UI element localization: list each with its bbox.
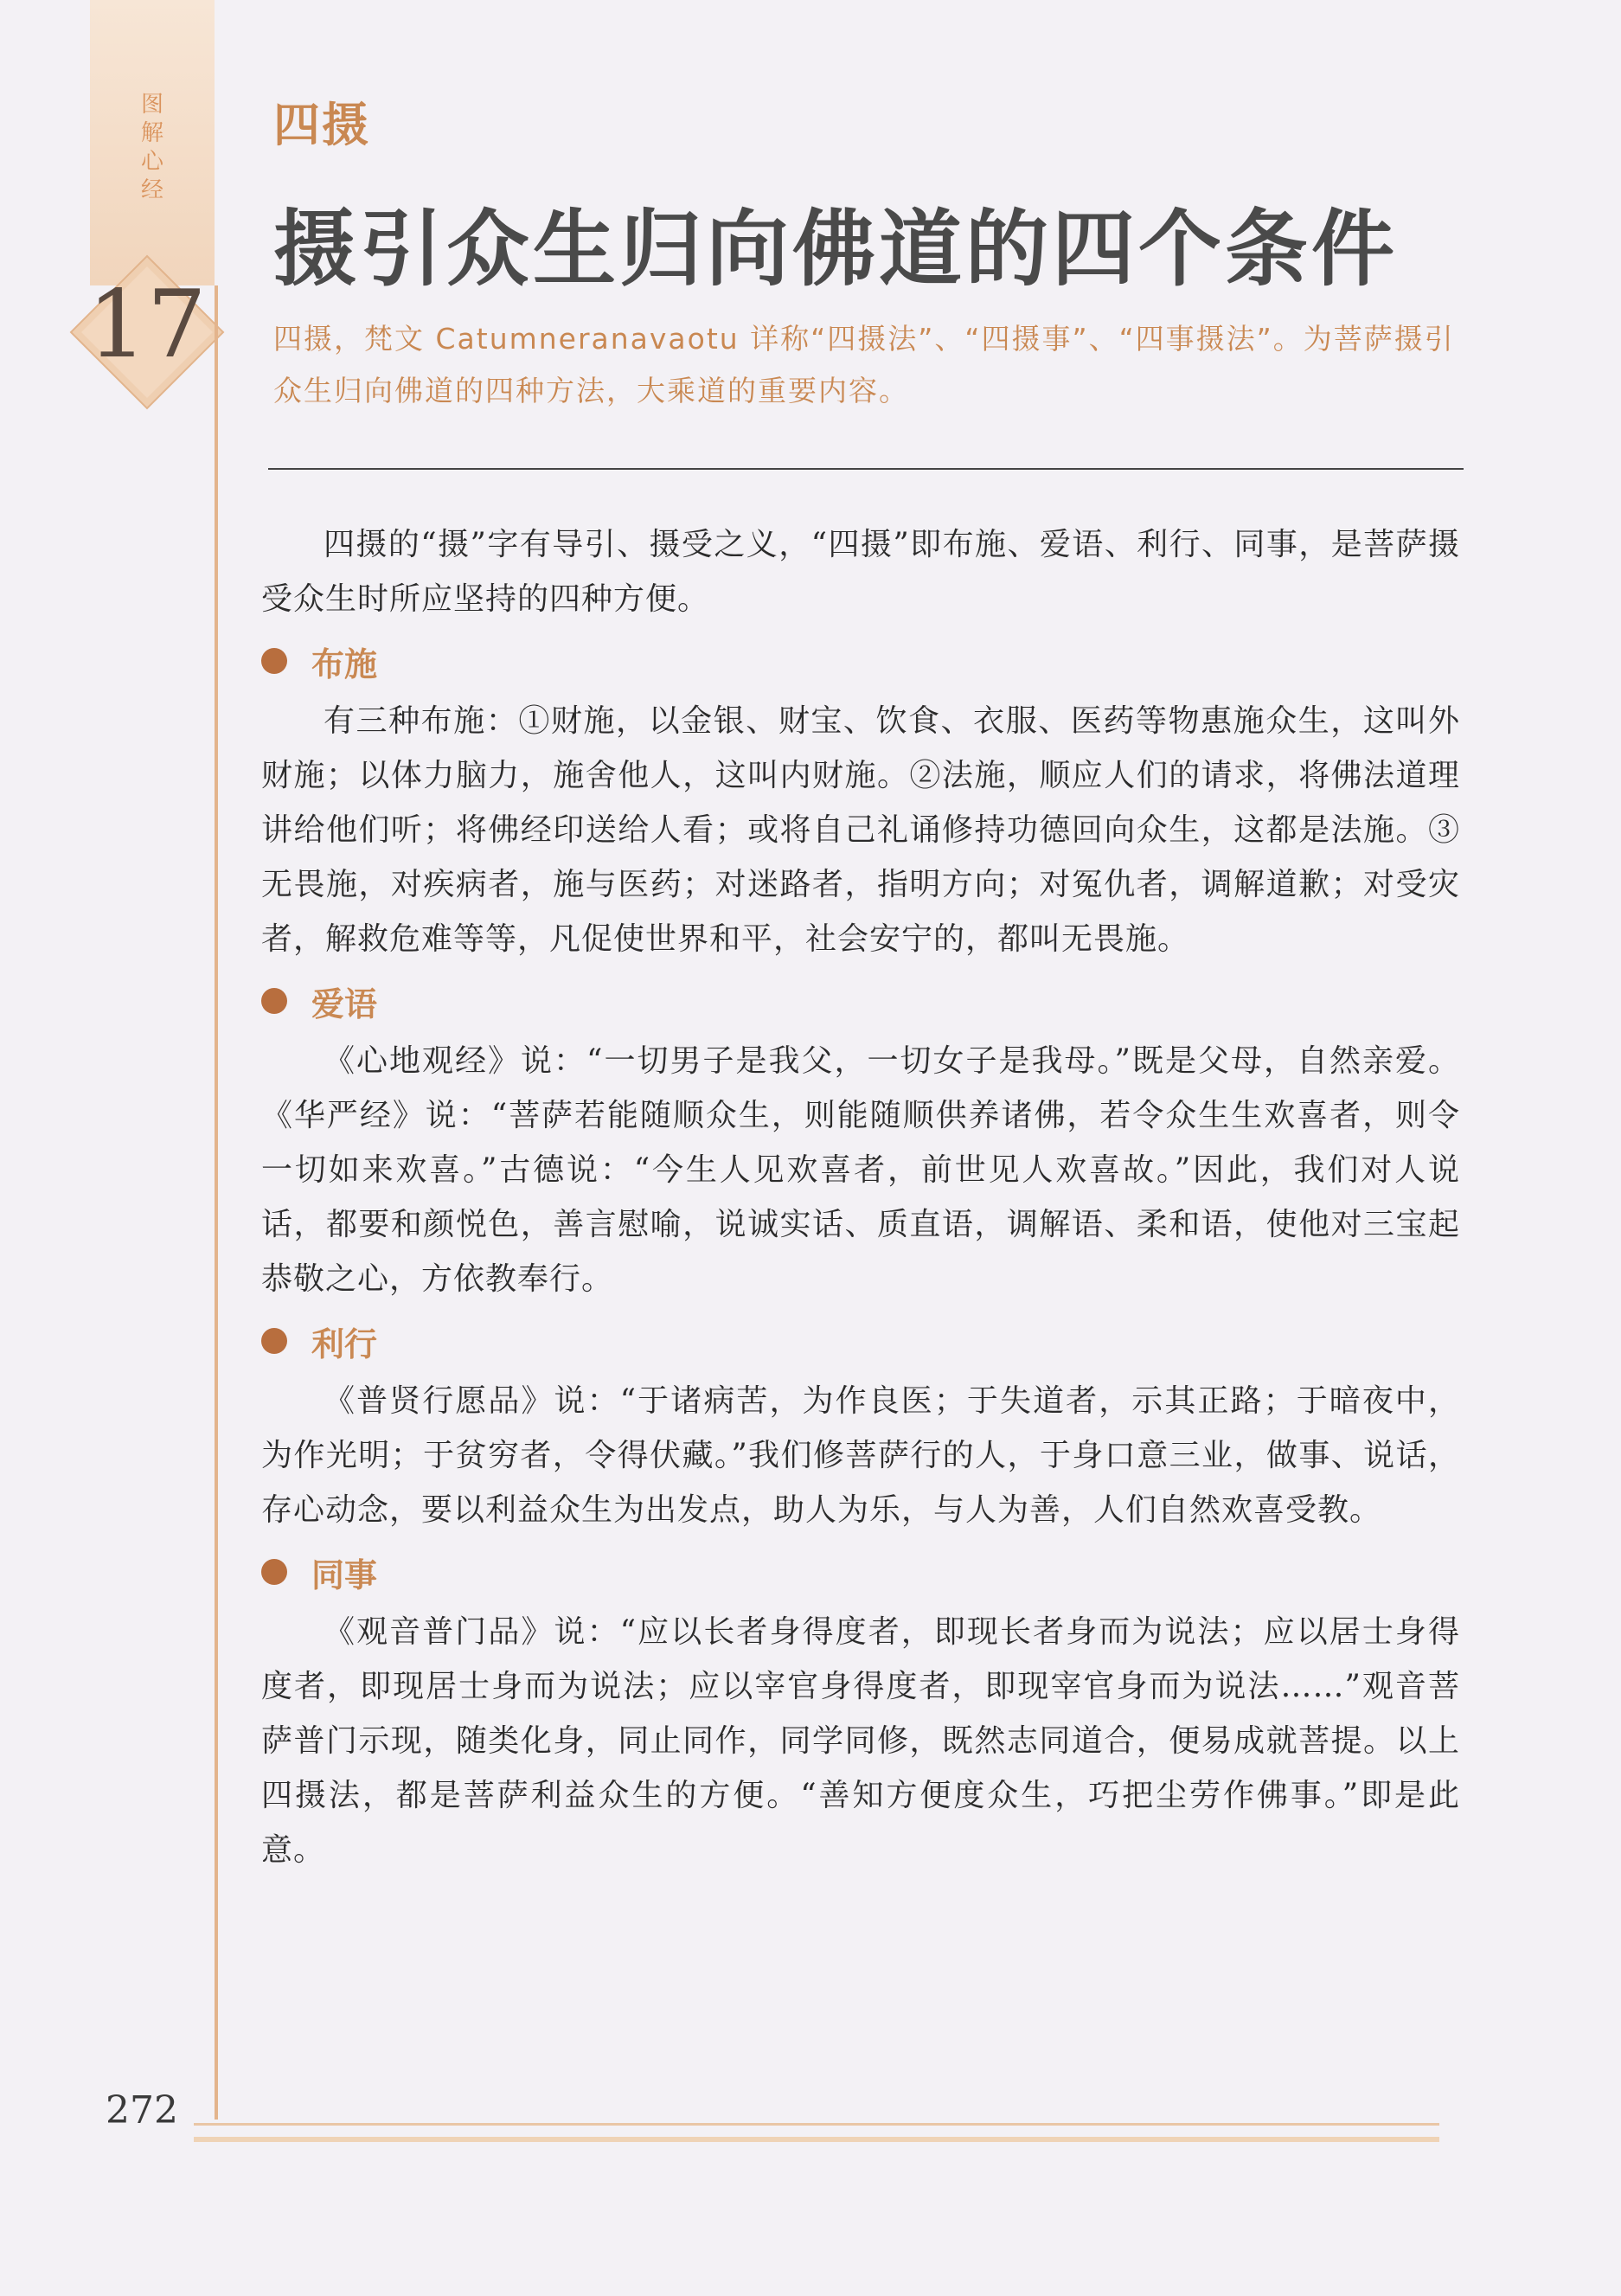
section-title: 爱语	[311, 984, 378, 1023]
section-title: 利行	[311, 1324, 378, 1363]
page-number: 272	[106, 2088, 178, 2132]
section-title: 同事	[311, 1555, 378, 1594]
section-paragraph: 有三种布施：①财施，以金银、财宝、饮食、衣服、医药等物惠施众生，这叫外财施；以体力脑力，施舍他人，这叫内财施。②法施，顺应人们的请求，将佛法道理讲给他们听；将佛经印送给人看；或将自己礼诵修持功德回向众生，这都是法施。③无畏施，对疾病者，施与医药；对迷路者，指明方向；对冤仇者，调解道歉；对受灾者，解救危难等等，凡促使世界和平，社会安宁的，都叫无畏施。	[261, 703, 1460, 957]
section-heading	[261, 1546, 1460, 1598]
section-aiyu	[261, 975, 1460, 1306]
section-heading	[261, 975, 1460, 1027]
section-bushi	[261, 635, 1460, 966]
bullet-icon	[261, 1328, 287, 1354]
section-paragraph: 《观音普门品》说：“应以长者身得度者，即现长者身而为说法；应以居士身得度者，即现居士身而为说法；应以宰官身得度者，即现宰官身而为说法……”观音菩萨普门示现，随类化身，同止同作，同学同修，既然志同道合，便易成就菩提。以上四摄法，都是菩萨利益众生的方便。“善知方便度众生，巧把尘劳作佛事。”即是此意。	[261, 1614, 1460, 1868]
section-heading	[261, 1315, 1460, 1367]
intro-text: 四摄，梵文 Catumneranavaotu 详称“四摄法”、“四摄事”、“四事摄法”。为菩萨摄引众生归向佛道的四种方法，大乘道的重要内容。	[273, 322, 1455, 407]
section-paragraph: 《心地观经》说：“一切男子是我父，一切女子是我母。”既是父母，自然亲爱。《华严经》说：“菩萨若能随顺众生，则能随顺供养诸佛，若令众生生欢喜者，则令一切如来欢喜。”古德说：“今生人见欢喜者，前世见人欢喜故。”因此，我们对人说话，都要和颜悦色，善言慰喻，说诚实话、质直语，调解语、柔和语，使他对三宝起恭敬之心，方依教奉行。	[261, 1043, 1460, 1297]
footer-rule-thick	[194, 2137, 1439, 2142]
section-heading	[261, 635, 1460, 687]
page-title: 摄引众生归向佛道的四个条件	[273, 200, 1398, 298]
section-paragraph: 《普贤行愿品》说：“于诸病苦，为作良医；于失道者，示其正路；于暗夜中，为作光明；于贫穷者，令得伏藏。”我们修菩萨行的人，于身口意三业，做事、说话，存心动念，要以利益众生为出发点，助人为乐，与人为善，人们自然欢喜受教。	[261, 1383, 1460, 1528]
body-content	[261, 517, 1460, 1877]
section-tongshi	[261, 1546, 1460, 1877]
opening-paragraph: 四摄的“摄”字有导引、摄受之义，“四摄”即布施、爱语、利行、同事，是菩萨摄受众生时所应坚持的四种方便。	[261, 527, 1460, 617]
side-rule	[215, 285, 218, 2120]
bullet-icon	[261, 1559, 287, 1585]
book-title-vertical: 图解心经	[140, 92, 163, 203]
bullet-icon	[261, 988, 287, 1014]
chapter-number: 17	[87, 271, 207, 379]
section-title: 布施	[311, 645, 378, 683]
footer-rule	[194, 2123, 1439, 2126]
section-lixing	[261, 1315, 1460, 1537]
section-subtitle: 四摄	[273, 97, 370, 152]
bullet-icon	[261, 648, 287, 674]
header-divider	[268, 468, 1464, 470]
